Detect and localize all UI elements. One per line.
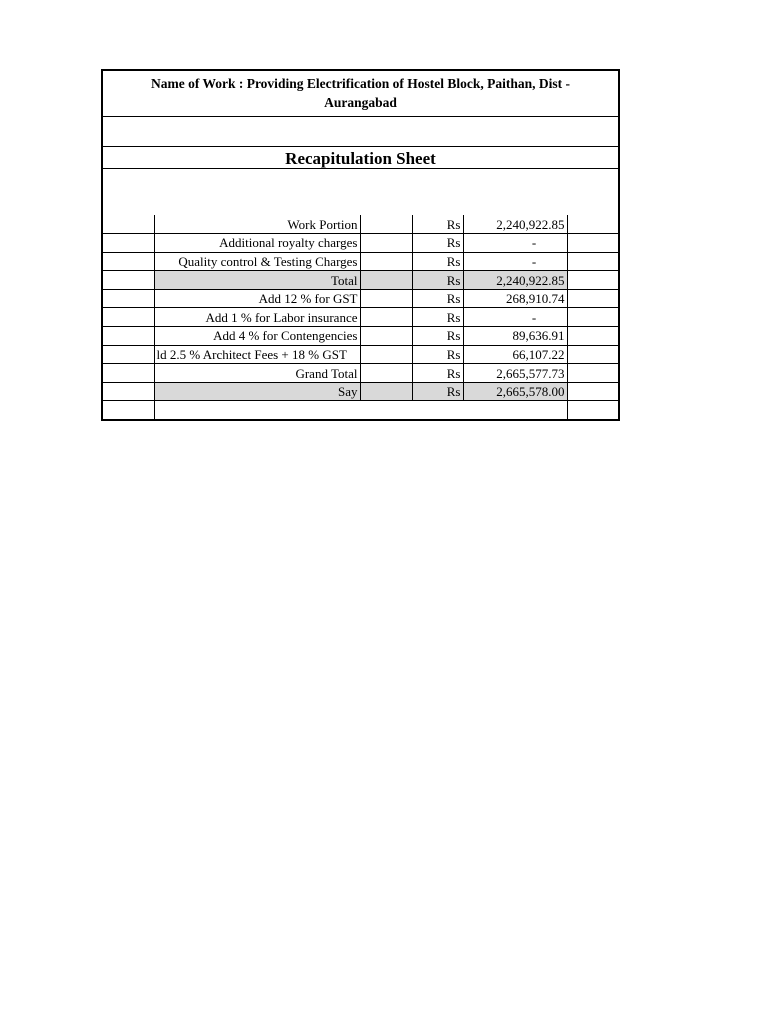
row-amount: - (463, 234, 567, 253)
row-amount: 2,240,922.85 (463, 215, 567, 234)
blank-cell (567, 327, 618, 346)
divider (103, 146, 618, 147)
blank-cell (360, 289, 412, 308)
blank-cell (103, 252, 154, 271)
recap-row (103, 327, 618, 346)
blank-cell (567, 252, 618, 271)
recap-row (103, 215, 618, 234)
blank-cell (103, 271, 154, 290)
row-currency: Rs (412, 345, 463, 364)
divider (103, 116, 618, 117)
blank-cell (103, 234, 154, 253)
blank-cell (103, 364, 154, 383)
blank-cell (567, 308, 618, 327)
divider (103, 168, 618, 169)
blank-cell (412, 401, 463, 420)
row-currency: Rs (412, 252, 463, 271)
row-currency: Rs (412, 327, 463, 346)
recap-table-body (103, 215, 618, 420)
recap-row (103, 289, 618, 308)
blank-cell (103, 382, 154, 401)
row-description: Grand Total (154, 364, 360, 383)
blank-cell (103, 327, 154, 346)
row-amount: 89,636.91 (463, 327, 567, 346)
name-of-work-heading: Name of Work : Providing Electrification of Hostel Block, Paithan, Dist - Aurangabad (150, 76, 571, 110)
blank-cell (567, 382, 618, 401)
blank-cell (567, 289, 618, 308)
blank-cell (103, 401, 154, 420)
blank-cell (360, 345, 412, 364)
blank-cell (154, 401, 360, 420)
recap-row (103, 252, 618, 271)
blank-cell (567, 234, 618, 253)
blank-cell (567, 345, 618, 364)
row-description: Work Portion (154, 215, 360, 234)
recap-row (103, 364, 618, 383)
blank-cell (360, 215, 412, 234)
recap-table (103, 215, 618, 420)
row-currency: Rs (412, 308, 463, 327)
row-description: ld 2.5 % Architect Fees + 18 % GST (154, 345, 360, 364)
blank-cell (103, 345, 154, 364)
row-amount: 2,665,578.00 (463, 382, 567, 401)
row-description: Add 4 % for Contengencies (154, 327, 360, 346)
row-currency: Rs (412, 271, 463, 290)
blank-cell (103, 215, 154, 234)
blank-cell (567, 215, 618, 234)
row-amount: 268,910.74 (463, 289, 567, 308)
blank-cell (103, 289, 154, 308)
row-currency: Rs (412, 215, 463, 234)
row-description: Say (154, 382, 360, 401)
blank-cell (463, 401, 567, 420)
recap-row (103, 382, 618, 401)
row-currency: Rs (412, 364, 463, 383)
blank-cell (360, 271, 412, 290)
blank-cell (360, 364, 412, 383)
blank-cell (360, 382, 412, 401)
row-description: Quality control & Testing Charges (154, 252, 360, 271)
blank-cell (360, 401, 412, 420)
row-amount: 2,240,922.85 (463, 271, 567, 290)
blank-cell (103, 308, 154, 327)
row-currency: Rs (412, 382, 463, 401)
row-amount: 66,107.22 (463, 345, 567, 364)
recap-row (103, 234, 618, 253)
row-currency: Rs (412, 234, 463, 253)
row-amount: - (463, 308, 567, 327)
blank-cell (567, 401, 618, 420)
blank-cell (360, 308, 412, 327)
row-currency: Rs (412, 289, 463, 308)
row-amount: - (463, 252, 567, 271)
row-description: Add 1 % for Labor insurance (154, 308, 360, 327)
recap-row-empty (103, 401, 618, 420)
recap-row (103, 271, 618, 290)
blank-cell (567, 271, 618, 290)
row-description: Total (154, 271, 360, 290)
row-description: Add 12 % for GST (154, 289, 360, 308)
row-amount: 2,665,577.73 (463, 364, 567, 383)
blank-cell (567, 364, 618, 383)
sheet-title: Recapitulation Sheet (285, 149, 436, 168)
blank-cell (360, 234, 412, 253)
blank-cell (360, 252, 412, 271)
recapitulation-sheet (101, 69, 620, 421)
recap-row (103, 308, 618, 327)
blank-cell (360, 327, 412, 346)
row-description: Additional royalty charges (154, 234, 360, 253)
recap-row (103, 345, 618, 364)
